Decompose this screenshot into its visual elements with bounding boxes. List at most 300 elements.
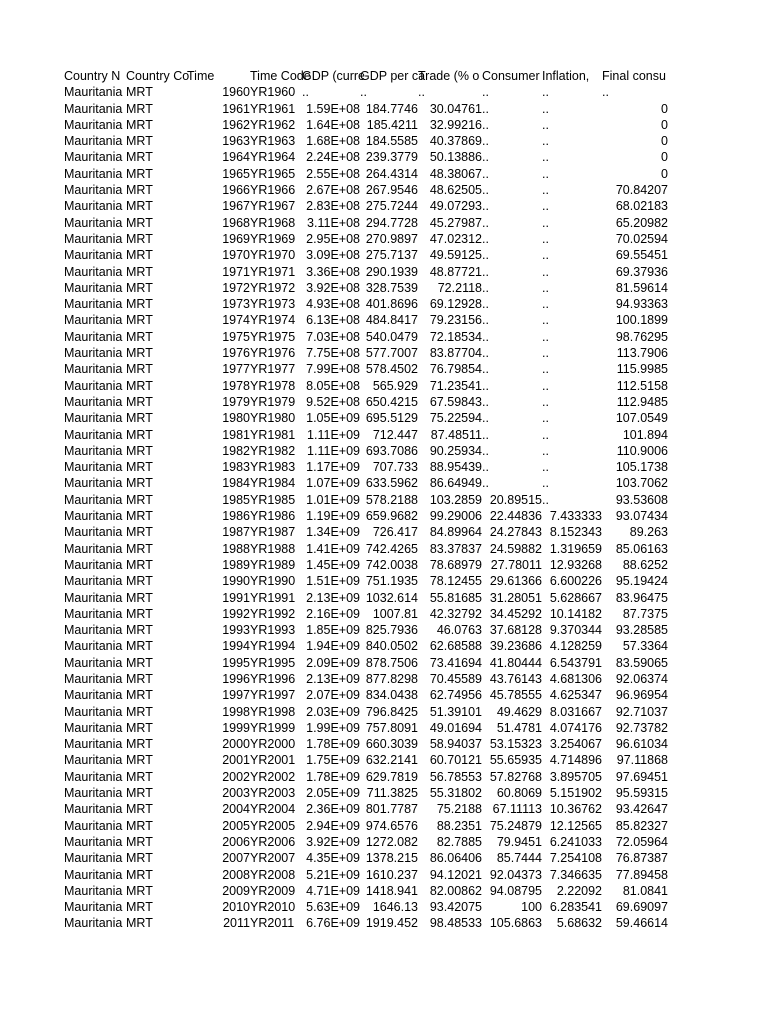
table-cell[interactable]: 10.14182 — [549, 606, 602, 621]
table-cell[interactable]: .. — [542, 427, 549, 442]
table-cell[interactable]: 2.36E+09 — [306, 802, 360, 817]
table-cell[interactable]: YR2005 — [250, 818, 296, 833]
table-cell[interactable]: 67.59843 — [429, 394, 482, 409]
table-cell[interactable]: YR1989 — [250, 557, 296, 572]
table-cell[interactable]: 96.61034 — [615, 737, 668, 752]
table-cell[interactable]: MRT — [126, 85, 153, 100]
table-cell[interactable]: Mauritania — [64, 753, 123, 768]
table-cell[interactable]: .. — [482, 378, 489, 393]
table-cell[interactable]: YR2002 — [250, 769, 296, 784]
table-cell[interactable]: 8.031667 — [549, 704, 602, 719]
table-cell[interactable]: 69.37936 — [615, 264, 668, 279]
table-cell[interactable]: .. — [482, 231, 489, 246]
table-cell[interactable]: MRT — [126, 574, 153, 589]
table-cell[interactable]: Mauritania — [64, 525, 123, 540]
table-cell[interactable]: MRT — [126, 720, 153, 735]
table-cell[interactable]: MRT — [126, 329, 153, 344]
table-cell[interactable]: 3.36E+08 — [306, 264, 360, 279]
table-cell[interactable]: YR1968 — [250, 215, 296, 230]
table-cell[interactable]: 85.82327 — [615, 818, 668, 833]
table-cell[interactable]: Mauritania — [64, 329, 123, 344]
table-cell[interactable]: MRT — [126, 150, 153, 165]
table-cell[interactable]: MRT — [126, 280, 153, 295]
table-cell[interactable]: 43.76143 — [489, 671, 542, 686]
table-cell[interactable]: 32.99216 — [429, 117, 482, 132]
table-cell[interactable]: Mauritania — [64, 362, 123, 377]
table-cell[interactable]: 0 — [661, 134, 668, 149]
table-cell[interactable]: .. — [482, 134, 489, 149]
table-cell[interactable]: 1984 — [222, 476, 250, 491]
table-cell[interactable]: 71.23541 — [429, 378, 482, 393]
table-cell[interactable]: 3.895705 — [549, 769, 602, 784]
table-cell[interactable]: 1.05E+09 — [306, 411, 360, 426]
table-cell[interactable]: 1980 — [222, 411, 250, 426]
table-cell[interactable]: Mauritania — [64, 900, 123, 915]
table-cell[interactable]: .. — [542, 150, 549, 165]
table-cell[interactable]: YR1984 — [250, 476, 296, 491]
table-cell[interactable]: 659.9682 — [365, 509, 418, 524]
table-cell[interactable]: 5.68632 — [556, 916, 602, 931]
table-cell[interactable]: .. — [482, 329, 489, 344]
table-cell[interactable]: 484.8417 — [365, 313, 418, 328]
table-cell[interactable]: Mauritania — [64, 802, 123, 817]
table-cell[interactable]: 112.9485 — [616, 394, 668, 409]
table-cell[interactable]: 81.59614 — [615, 280, 668, 295]
table-cell[interactable]: Mauritania — [64, 639, 123, 654]
table-cell[interactable]: YR2004 — [250, 802, 296, 817]
table-cell[interactable]: MRT — [126, 378, 153, 393]
table-cell[interactable]: MRT — [126, 362, 153, 377]
table-cell[interactable]: .. — [360, 85, 367, 100]
header-cell[interactable]: Country Co — [126, 69, 190, 83]
table-cell[interactable]: 4.074176 — [549, 720, 602, 735]
table-cell[interactable]: 1978 — [222, 378, 250, 393]
table-cell[interactable]: 4.625347 — [549, 688, 602, 703]
table-cell[interactable]: .. — [602, 85, 609, 100]
table-cell[interactable]: Mauritania — [64, 492, 123, 507]
table-cell[interactable]: 50.13886 — [429, 150, 482, 165]
table-cell[interactable]: 76.87387 — [615, 851, 668, 866]
table-cell[interactable]: 707.733 — [372, 460, 418, 475]
table-cell[interactable]: YR2010 — [250, 900, 296, 915]
table-cell[interactable]: 34.45292 — [489, 606, 542, 621]
table-cell[interactable]: 578.2188 — [365, 492, 418, 507]
table-cell[interactable]: Mauritania — [64, 916, 123, 931]
header-cell[interactable]: Consumer — [482, 69, 540, 83]
table-cell[interactable]: 1960 — [222, 85, 250, 100]
table-cell[interactable]: 4.681306 — [549, 671, 602, 686]
table-cell[interactable]: 629.7819 — [365, 769, 418, 784]
table-cell[interactable]: 2011 — [223, 916, 250, 931]
table-cell[interactable]: 97.11868 — [616, 753, 668, 768]
table-cell[interactable]: 37.68128 — [489, 623, 542, 638]
table-cell[interactable]: MRT — [126, 883, 153, 898]
table-cell[interactable]: 49.01694 — [429, 720, 482, 735]
table-cell[interactable]: 65.20982 — [615, 215, 668, 230]
table-cell[interactable]: 5.628667 — [549, 590, 602, 605]
table-cell[interactable]: MRT — [126, 867, 153, 882]
table-cell[interactable]: .. — [418, 85, 425, 100]
table-cell[interactable]: .. — [542, 248, 549, 263]
table-cell[interactable]: MRT — [126, 834, 153, 849]
table-cell[interactable]: 1.11E+09 — [307, 427, 360, 442]
table-cell[interactable]: 10.36762 — [549, 802, 602, 817]
table-cell[interactable]: 3.09E+08 — [306, 248, 360, 263]
table-cell[interactable]: .. — [542, 297, 549, 312]
table-cell[interactable]: Mauritania — [64, 313, 123, 328]
table-cell[interactable]: 45.78555 — [489, 688, 542, 703]
table-cell[interactable]: YR1990 — [250, 574, 296, 589]
table-cell[interactable]: .. — [482, 427, 489, 442]
table-cell[interactable]: YR1966 — [250, 183, 296, 198]
table-cell[interactable]: 7.254108 — [549, 851, 602, 866]
table-cell[interactable]: YR2011 — [250, 916, 295, 931]
table-cell[interactable]: 3.92E+08 — [306, 280, 360, 295]
table-cell[interactable]: 88.95439 — [429, 460, 482, 475]
table-cell[interactable]: .. — [542, 183, 549, 198]
table-cell[interactable]: 1990 — [222, 574, 250, 589]
table-cell[interactable]: 62.68588 — [429, 639, 482, 654]
table-cell[interactable]: Mauritania — [64, 509, 123, 524]
table-cell[interactable]: 0 — [661, 101, 668, 116]
table-cell[interactable]: 96.96954 — [615, 688, 668, 703]
table-cell[interactable]: 1.64E+08 — [306, 117, 360, 132]
table-cell[interactable]: 1.99E+09 — [306, 720, 360, 735]
table-cell[interactable]: 742.0038 — [365, 557, 418, 572]
table-cell[interactable]: 83.59065 — [615, 655, 668, 670]
table-cell[interactable]: 4.35E+09 — [306, 851, 360, 866]
table-cell[interactable]: Mauritania — [64, 851, 123, 866]
table-cell[interactable]: 1988 — [222, 541, 250, 556]
table-cell[interactable]: 82.00862 — [429, 883, 482, 898]
table-cell[interactable]: 69.69097 — [615, 900, 668, 915]
table-cell[interactable]: YR1983 — [250, 460, 296, 475]
table-cell[interactable]: 2002 — [222, 769, 250, 784]
table-cell[interactable]: 55.65935 — [489, 753, 542, 768]
table-cell[interactable]: .. — [542, 313, 549, 328]
table-cell[interactable]: YR1960 — [250, 85, 296, 100]
table-cell[interactable]: 48.87721 — [429, 264, 482, 279]
table-cell[interactable]: MRT — [126, 313, 153, 328]
table-cell[interactable]: 1997 — [222, 688, 250, 703]
table-cell[interactable]: 70.45589 — [429, 671, 482, 686]
table-cell[interactable]: YR1970 — [250, 248, 296, 263]
table-cell[interactable]: 93.07434 — [615, 509, 668, 524]
table-cell[interactable]: 7.433333 — [549, 509, 602, 524]
table-cell[interactable]: Mauritania — [64, 394, 123, 409]
table-cell[interactable]: 1.11E+09 — [307, 443, 360, 458]
table-cell[interactable]: .. — [542, 166, 549, 181]
table-cell[interactable]: 2.95E+08 — [306, 231, 360, 246]
table-cell[interactable]: 2005 — [222, 818, 250, 833]
table-cell[interactable]: 1993 — [222, 623, 250, 638]
table-cell[interactable]: 39.23686 — [489, 639, 542, 654]
header-cell[interactable]: GDP (curre — [302, 69, 365, 83]
table-cell[interactable]: MRT — [126, 769, 153, 784]
table-cell[interactable]: .. — [482, 101, 489, 116]
table-cell[interactable]: MRT — [126, 704, 153, 719]
table-cell[interactable]: 1.51E+09 — [306, 574, 360, 589]
table-cell[interactable]: 49.4629 — [496, 704, 542, 719]
table-cell[interactable]: YR1961 — [250, 101, 296, 116]
table-cell[interactable]: 290.1939 — [365, 264, 418, 279]
header-cell[interactable]: Inflation, — [542, 69, 590, 83]
table-cell[interactable]: .. — [542, 199, 549, 214]
table-cell[interactable]: 115.9985 — [616, 362, 668, 377]
table-cell[interactable]: MRT — [126, 851, 153, 866]
table-cell[interactable]: MRT — [126, 231, 153, 246]
table-cell[interactable]: 264.4314 — [365, 166, 418, 181]
table-cell[interactable]: Mauritania — [64, 85, 123, 100]
table-cell[interactable]: .. — [482, 199, 489, 214]
table-cell[interactable]: .. — [542, 460, 549, 475]
table-cell[interactable]: 7.346635 — [549, 867, 602, 882]
table-cell[interactable]: 7.03E+08 — [306, 329, 360, 344]
table-cell[interactable]: .. — [542, 329, 549, 344]
table-cell[interactable]: 2007 — [222, 851, 250, 866]
table-cell[interactable]: 7.75E+08 — [306, 346, 360, 361]
table-cell[interactable]: 578.4502 — [365, 362, 418, 377]
table-cell[interactable]: 93.28585 — [615, 623, 668, 638]
table-cell[interactable]: Mauritania — [64, 411, 123, 426]
table-cell[interactable]: YR1963 — [250, 134, 296, 149]
table-cell[interactable]: 275.7244 — [365, 199, 418, 214]
table-cell[interactable]: 47.02312 — [429, 231, 482, 246]
table-cell[interactable]: Mauritania — [64, 867, 123, 882]
table-cell[interactable]: 1994 — [222, 639, 250, 654]
table-cell[interactable]: 57.3364 — [622, 639, 668, 654]
table-cell[interactable]: Mauritania — [64, 590, 123, 605]
table-cell[interactable]: 1965 — [222, 166, 250, 181]
table-cell[interactable]: MRT — [126, 753, 153, 768]
table-cell[interactable]: 2.13E+09 — [306, 590, 360, 605]
table-cell[interactable]: .. — [482, 280, 489, 295]
table-cell[interactable]: MRT — [126, 199, 153, 214]
table-cell[interactable]: MRT — [126, 117, 153, 132]
header-cell[interactable]: Time — [187, 69, 215, 83]
table-cell[interactable]: Mauritania — [64, 704, 123, 719]
table-cell[interactable]: .. — [542, 264, 549, 279]
table-cell[interactable]: 294.7728 — [365, 215, 418, 230]
table-cell[interactable]: 1272.082 — [365, 834, 418, 849]
table-cell[interactable]: 0 — [661, 117, 668, 132]
table-cell[interactable]: .. — [542, 443, 549, 458]
table-cell[interactable]: 1974 — [222, 313, 250, 328]
table-cell[interactable]: .. — [482, 264, 489, 279]
table-cell[interactable]: MRT — [126, 183, 153, 198]
table-cell[interactable]: YR2007 — [250, 851, 296, 866]
table-cell[interactable]: Mauritania — [64, 460, 123, 475]
table-cell[interactable]: 2000 — [222, 737, 250, 752]
table-cell[interactable]: 103.2859 — [429, 492, 482, 507]
table-cell[interactable]: 40.37869 — [429, 134, 482, 149]
table-cell[interactable]: YR2000 — [250, 737, 296, 752]
table-cell[interactable]: YR1964 — [250, 150, 296, 165]
table-cell[interactable]: MRT — [126, 688, 153, 703]
table-cell[interactable]: YR1996 — [250, 671, 296, 686]
table-cell[interactable]: 1.01E+09 — [306, 492, 360, 507]
table-cell[interactable]: .. — [542, 85, 549, 100]
table-cell[interactable]: 75.24879 — [489, 818, 542, 833]
table-cell[interactable]: 2.05E+09 — [306, 786, 360, 801]
table-cell[interactable]: 825.7936 — [365, 623, 418, 638]
table-cell[interactable]: 9.52E+08 — [306, 394, 360, 409]
table-cell[interactable]: .. — [482, 394, 489, 409]
table-cell[interactable]: .. — [542, 231, 549, 246]
table-cell[interactable]: MRT — [126, 606, 153, 621]
header-cell[interactable]: Trade (% o — [418, 69, 480, 83]
table-cell[interactable]: YR1993 — [250, 623, 296, 638]
table-cell[interactable]: 59.46614 — [615, 916, 668, 931]
table-cell[interactable]: 239.3779 — [365, 150, 418, 165]
table-cell[interactable]: 267.9546 — [365, 183, 418, 198]
table-cell[interactable]: 2.13E+09 — [306, 671, 360, 686]
table-cell[interactable]: 801.7787 — [365, 802, 418, 817]
table-cell[interactable]: 110.9006 — [616, 443, 668, 458]
table-cell[interactable]: 62.74956 — [429, 688, 482, 703]
table-cell[interactable]: 60.70121 — [429, 753, 482, 768]
table-cell[interactable]: 1962 — [222, 117, 250, 132]
table-cell[interactable]: 1963 — [222, 134, 250, 149]
table-cell[interactable]: 77.89458 — [615, 867, 668, 882]
table-cell[interactable]: .. — [482, 183, 489, 198]
table-cell[interactable]: YR2009 — [250, 883, 296, 898]
table-cell[interactable]: Mauritania — [64, 818, 123, 833]
table-cell[interactable]: 726.417 — [372, 525, 418, 540]
table-cell[interactable]: 82.7885 — [436, 834, 482, 849]
table-cell[interactable]: 75.2188 — [436, 802, 482, 817]
table-cell[interactable]: 95.59315 — [615, 786, 668, 801]
table-cell[interactable]: 93.42075 — [429, 900, 482, 915]
table-cell[interactable]: YR1986 — [250, 509, 296, 524]
table-cell[interactable]: 88.2351 — [436, 818, 482, 833]
table-cell[interactable]: MRT — [126, 671, 153, 686]
table-cell[interactable]: YR1994 — [250, 639, 296, 654]
table-cell[interactable]: 42.32792 — [429, 606, 482, 621]
table-cell[interactable]: 31.28051 — [489, 590, 542, 605]
table-cell[interactable]: 79.23156 — [429, 313, 482, 328]
table-cell[interactable]: 1989 — [222, 557, 250, 572]
table-cell[interactable]: 401.8696 — [365, 297, 418, 312]
table-cell[interactable]: 27.78011 — [490, 557, 542, 572]
table-cell[interactable]: 6.76E+09 — [306, 916, 360, 931]
header-cell[interactable]: GDP per ca — [360, 69, 426, 83]
table-cell[interactable]: MRT — [126, 101, 153, 116]
table-cell[interactable]: .. — [482, 248, 489, 263]
table-cell[interactable]: 1998 — [222, 704, 250, 719]
table-cell[interactable]: 83.37837 — [429, 541, 482, 556]
table-cell[interactable]: 974.6576 — [365, 818, 418, 833]
table-cell[interactable]: .. — [482, 443, 489, 458]
table-cell[interactable]: 86.06406 — [429, 851, 482, 866]
table-cell[interactable]: 100.1899 — [615, 313, 668, 328]
table-cell[interactable]: .. — [542, 492, 549, 507]
table-cell[interactable]: 1418.941 — [365, 883, 418, 898]
table-cell[interactable]: 711.3825 — [366, 786, 418, 801]
table-cell[interactable]: 185.4211 — [366, 117, 418, 132]
table-cell[interactable]: 55.31802 — [429, 786, 482, 801]
table-cell[interactable]: MRT — [126, 346, 153, 361]
table-cell[interactable]: 85.7444 — [496, 851, 542, 866]
table-cell[interactable]: 22.44836 — [489, 509, 542, 524]
table-cell[interactable]: 94.08795 — [489, 883, 542, 898]
header-cell[interactable]: Time Code — [250, 69, 311, 83]
table-cell[interactable]: MRT — [126, 215, 153, 230]
table-cell[interactable]: YR1999 — [250, 720, 296, 735]
table-cell[interactable]: 650.4215 — [365, 394, 418, 409]
table-cell[interactable]: 878.7506 — [365, 655, 418, 670]
table-cell[interactable]: 1007.81 — [372, 606, 418, 621]
table-cell[interactable]: MRT — [126, 492, 153, 507]
table-cell[interactable]: 1.45E+09 — [306, 557, 360, 572]
table-cell[interactable]: Mauritania — [64, 557, 123, 572]
table-cell[interactable]: Mauritania — [64, 117, 123, 132]
table-cell[interactable]: 12.12565 — [549, 818, 602, 833]
table-cell[interactable]: 1982 — [222, 443, 250, 458]
table-cell[interactable]: 12.93268 — [549, 557, 602, 572]
table-cell[interactable]: 1975 — [222, 329, 250, 344]
table-cell[interactable]: YR1975 — [250, 329, 296, 344]
table-cell[interactable]: 695.5129 — [365, 411, 418, 426]
table-cell[interactable]: 85.06163 — [615, 541, 668, 556]
table-cell[interactable]: 70.02594 — [615, 231, 668, 246]
table-cell[interactable]: Mauritania — [64, 623, 123, 638]
table-cell[interactable]: 98.48533 — [429, 916, 482, 931]
table-cell[interactable]: 92.71037 — [615, 704, 668, 719]
table-cell[interactable]: 57.82768 — [489, 769, 542, 784]
table-cell[interactable]: 70.84207 — [615, 183, 668, 198]
table-cell[interactable]: .. — [542, 101, 549, 116]
table-cell[interactable]: 89.263 — [629, 525, 668, 540]
table-cell[interactable]: 328.7539 — [365, 280, 418, 295]
table-cell[interactable]: Mauritania — [64, 150, 123, 165]
table-cell[interactable]: 1.19E+09 — [306, 509, 360, 524]
table-cell[interactable]: 2.94E+09 — [306, 818, 360, 833]
table-cell[interactable]: YR2006 — [250, 834, 296, 849]
table-cell[interactable]: 1976 — [222, 346, 250, 361]
table-cell[interactable]: Mauritania — [64, 183, 123, 198]
table-cell[interactable]: .. — [482, 150, 489, 165]
table-cell[interactable]: 693.7086 — [365, 443, 418, 458]
table-cell[interactable]: 6.283541 — [549, 900, 602, 915]
table-cell[interactable]: 4.128259 — [549, 639, 602, 654]
table-cell[interactable]: 1.41E+09 — [306, 541, 360, 556]
table-cell[interactable]: 1.17E+09 — [306, 460, 360, 475]
table-cell[interactable]: Mauritania — [64, 264, 123, 279]
table-cell[interactable]: 30.04761 — [429, 101, 482, 116]
table-cell[interactable]: YR1988 — [250, 541, 296, 556]
table-cell[interactable]: .. — [482, 166, 489, 181]
table-cell[interactable]: 4.93E+08 — [306, 297, 360, 312]
table-cell[interactable]: 5.151902 — [549, 786, 602, 801]
table-cell[interactable]: 112.5158 — [616, 378, 668, 393]
table-cell[interactable]: YR1992 — [250, 606, 296, 621]
table-cell[interactable]: 877.8298 — [365, 671, 418, 686]
table-cell[interactable]: MRT — [126, 557, 153, 572]
table-cell[interactable]: 107.0549 — [615, 411, 668, 426]
table-cell[interactable]: 2.03E+09 — [306, 704, 360, 719]
table-cell[interactable]: 1.59E+08 — [306, 101, 360, 116]
table-cell[interactable]: 1987 — [222, 525, 250, 540]
table-cell[interactable]: 1.75E+09 — [306, 753, 360, 768]
table-cell[interactable]: 8.152343 — [549, 525, 602, 540]
table-cell[interactable]: MRT — [126, 541, 153, 556]
table-cell[interactable]: 540.0479 — [365, 329, 418, 344]
table-cell[interactable]: 68.02183 — [615, 199, 668, 214]
table-cell[interactable]: 41.80444 — [489, 655, 542, 670]
table-cell[interactable]: 1.78E+09 — [306, 769, 360, 784]
table-cell[interactable]: MRT — [126, 166, 153, 181]
